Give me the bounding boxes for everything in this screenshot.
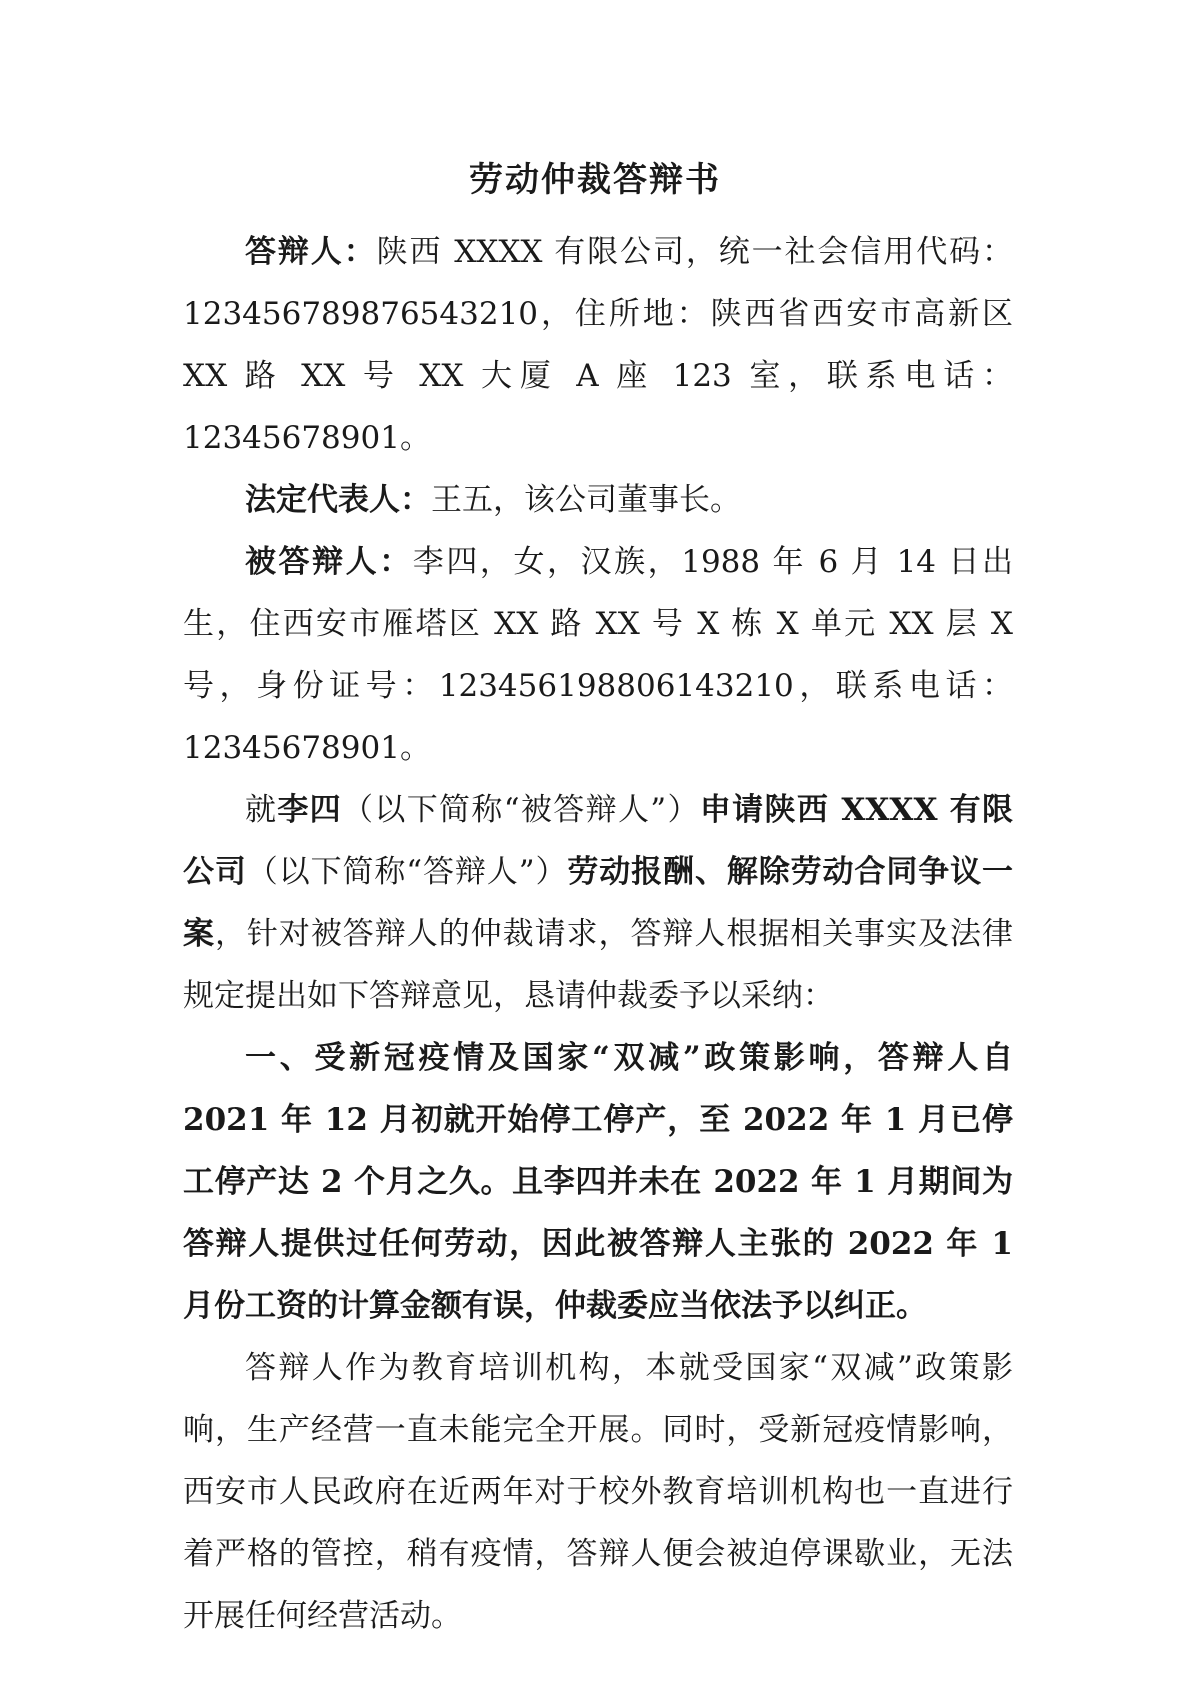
section-1-body: 答辩人作为教育培训机构，本就受国家“双减”政策影响，生产经营一直未能完全开展。同时，受新冠疫情影响，西安市人民政府在近两年对于校外教育培训机构也一直进行着严格的管控，稍有疫情，答辩人便会被迫停课歇业，无法开展任何经营活动。 [183,1350,1013,1634]
intro-text-3: （以下简称“答辩人”） [246,854,568,890]
intro-text-1: 就 [245,792,278,828]
document-body [183,221,1013,1647]
intro-bold-2: 申请陕西 XXXX 有限公司 [183,792,1014,890]
claimant-label: 被答辩人： [245,544,413,580]
respondent-label: 答辩人： [245,234,377,270]
legal-rep-text: 王五，该公司董事长。 [431,482,741,518]
respondent-paragraph [183,221,1013,469]
legal-rep-label: 法定代表人： [245,482,431,518]
document-title: 劳动仲裁答辩书 [469,160,721,200]
legal-rep-paragraph [183,469,1013,531]
claimant-paragraph [183,531,1013,779]
intro-bold-3: 劳动报酬、解除劳动合同争议一案 [183,854,1014,952]
intro-paragraph [183,779,1013,1027]
intro-text-4: ，针对被答辩人的仲裁请求，答辩人根据相关事实及法律规定提出如下答辩意见，恳请仲裁委予以采纳： [183,916,1014,1014]
intro-bold-1: 李四 [277,792,343,828]
intro-text-2: （以下简称“被答辩人”） [342,792,700,828]
claimant-text: 李四，女，汉族，1988 年 6 月 14 日出生，住西安市雁塔区 XX 路 XX 号 X 栋 X 单元 XX 层 X 号，身份证号：123456198806143210，联系电话：12345678901。 [183,544,1013,766]
section-1-heading: 一、受新冠疫情及国家“双减”政策影响，答辩人自 2021 年 12 月初就开始停工停产，至 2022 年 1 月已停工停产达 2 个月之久。且李四并未在 2022 年 1 月期间为答辩人提供过任何劳动，因此被答辩人主张的 2022 年 1 月份工资的计算金额有误，仲裁委应当依法予以纠正。 [183,1040,1013,1324]
respondent-text: 陕西 XXXX 有限公司，统一社会信用代码：123456789876543210，住所地：陕西省西安市高新区 XX 路 XX 号 XX 大厦 A 座 123 室，联系电话：12345678901。 [183,234,1014,456]
